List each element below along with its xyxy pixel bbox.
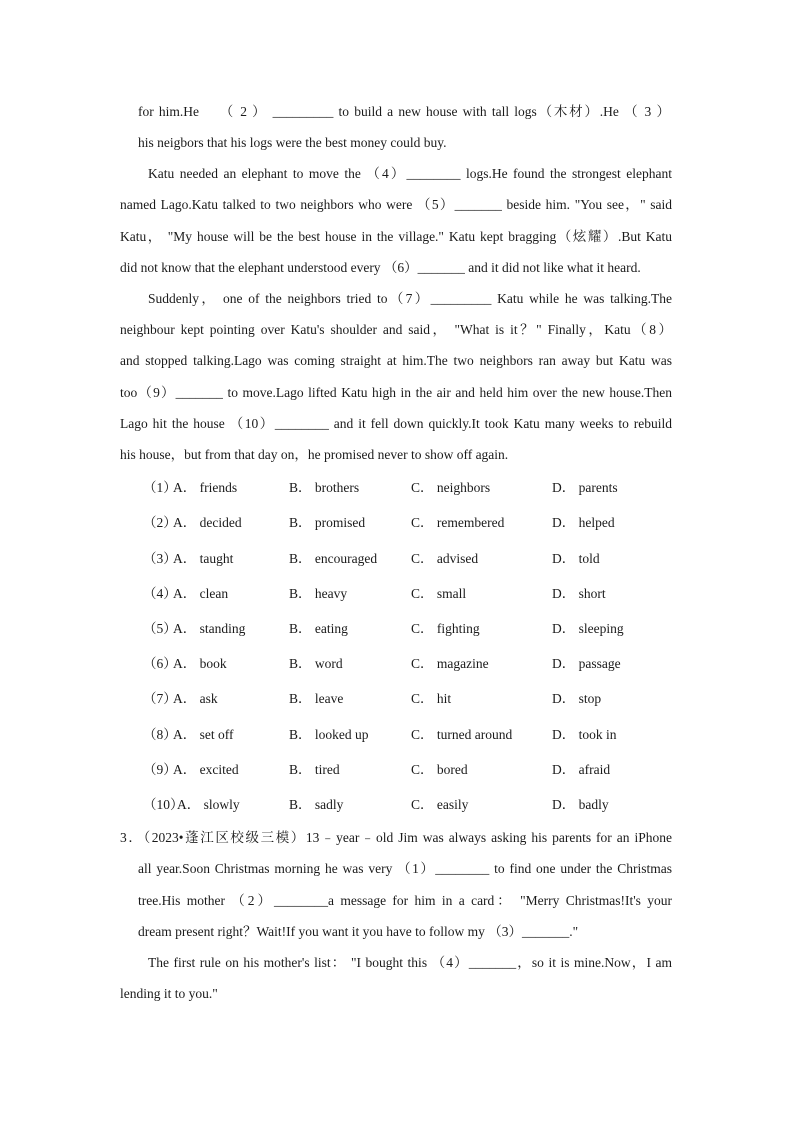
question-number: （1） — [143, 480, 177, 495]
option-a: A． standing — [173, 621, 246, 636]
option-a: A． excited — [173, 762, 239, 777]
passage-line: Lago hit the house （10）________ and it fell down quickly.It took Katu many weeks to rebuild — [120, 416, 672, 431]
question-number: （4） — [143, 586, 177, 601]
option-b: B． leave — [289, 691, 344, 706]
passage-line: for him.He （ 2 ） _________ to build a new house with tall logs（木材）.He （ 3 ） — [138, 104, 670, 119]
option-a: A． slowly — [177, 797, 240, 812]
option-c: C． remembered — [411, 515, 505, 530]
question-number: （2） — [143, 515, 177, 530]
option-d: D． helped — [552, 515, 615, 530]
option-a: A． ask — [173, 691, 218, 706]
option-d: D． passage — [552, 656, 621, 671]
option-c: C． neighbors — [411, 480, 491, 495]
option-row — [0, 654, 794, 674]
question-3-line: The first rule on his mother's list： "I bought this （4）_______，so it is mine.Now，I am — [148, 955, 672, 970]
option-c: C． magazine — [411, 656, 489, 671]
option-b: B． promised — [289, 515, 366, 530]
question-number: （3） — [143, 551, 177, 566]
option-row — [0, 549, 794, 569]
passage-line: named Lago.Katu talked to two neighbors who were （5）_______ beside him. "You see，" said — [120, 197, 672, 212]
option-a: A． taught — [173, 551, 234, 566]
option-d: D． told — [552, 551, 600, 566]
passage-line: his neigbors that his logs were the best money could buy. — [138, 135, 447, 150]
passage-line: too（9）_______ to move.Lago lifted Katu high in the air and held him over the new house.Then — [120, 385, 672, 400]
option-b: B． word — [289, 656, 343, 671]
option-row — [0, 689, 794, 709]
option-row — [0, 584, 794, 604]
option-d: D． parents — [552, 480, 618, 495]
option-c: C． advised — [411, 551, 479, 566]
option-c: C． easily — [411, 797, 469, 812]
option-b: B． eating — [289, 621, 348, 636]
option-a: A． set off — [173, 727, 234, 742]
option-d: D． afraid — [552, 762, 611, 777]
option-c: C． small — [411, 586, 467, 601]
passage-line: did not know that the elephant understood every （6）_______ and it did not like what it heard. — [120, 260, 641, 275]
option-row — [0, 725, 794, 745]
question-3-line: all year.Soon Christmas morning he was very （1）________ to find one under the Christmas — [138, 861, 672, 876]
passage-line: Suddenly， one of the neighbors tried to（7）_________ Katu while he was talking.The — [148, 291, 672, 306]
option-c: C． bored — [411, 762, 468, 777]
option-a: A． friends — [173, 480, 238, 495]
option-row — [0, 478, 794, 498]
option-b: B． sadly — [289, 797, 344, 812]
option-d: D． short — [552, 586, 606, 601]
passage-line: and stopped talking.Lago was coming straight at him.The two neighbors ran away but Katu was — [120, 353, 672, 368]
question-3-line: tree.His mother （2）________a message for him in a card： "Merry Christmas!It's your — [138, 893, 672, 908]
option-c: C． fighting — [411, 621, 480, 636]
option-b: B． encouraged — [289, 551, 378, 566]
option-c: C． turned around — [411, 727, 513, 742]
question-3-line: dream present right？Wait!If you want it you have to follow my （3）_______." — [138, 924, 579, 939]
passage-line: his house，but from that day on，he promised never to show off again. — [120, 447, 509, 462]
option-a: A． decided — [173, 515, 242, 530]
question-3-line: lending it to you." — [120, 986, 218, 1001]
question-number: （10） — [143, 797, 184, 812]
option-c: C． hit — [411, 691, 452, 706]
question-number: （7） — [143, 691, 177, 706]
option-b: B． heavy — [289, 586, 348, 601]
option-row — [0, 760, 794, 780]
option-row — [0, 795, 794, 815]
question-3-line: 3．（2023•蓬江区校级三模）13﹣year﹣old Jim was always asking his parents for an iPhone — [120, 830, 672, 845]
option-a: A． book — [173, 656, 227, 671]
option-row — [0, 513, 794, 533]
question-number: （6） — [143, 656, 177, 671]
option-d: D． sleeping — [552, 621, 624, 636]
passage-line: Katu， "My house will be the best house in the village." Katu kept bragging（炫耀）.But Katu — [120, 229, 672, 244]
option-b: B． tired — [289, 762, 340, 777]
question-number: （8） — [143, 727, 177, 742]
passage-line: neighbour kept pointing over Katu's shoulder and said， "What is it？" Finally，Katu（8） — [120, 322, 672, 337]
option-row — [0, 619, 794, 639]
passage-line: Katu needed an elephant to move the （4）________ logs.He found the strongest elephant — [148, 166, 672, 181]
question-number: （5） — [143, 621, 177, 636]
option-d: D． badly — [552, 797, 609, 812]
option-d: D． took in — [552, 727, 617, 742]
question-number: （9） — [143, 762, 177, 777]
option-a: A． clean — [173, 586, 229, 601]
option-b: B． brothers — [289, 480, 360, 495]
option-b: B． looked up — [289, 727, 369, 742]
option-d: D． stop — [552, 691, 602, 706]
